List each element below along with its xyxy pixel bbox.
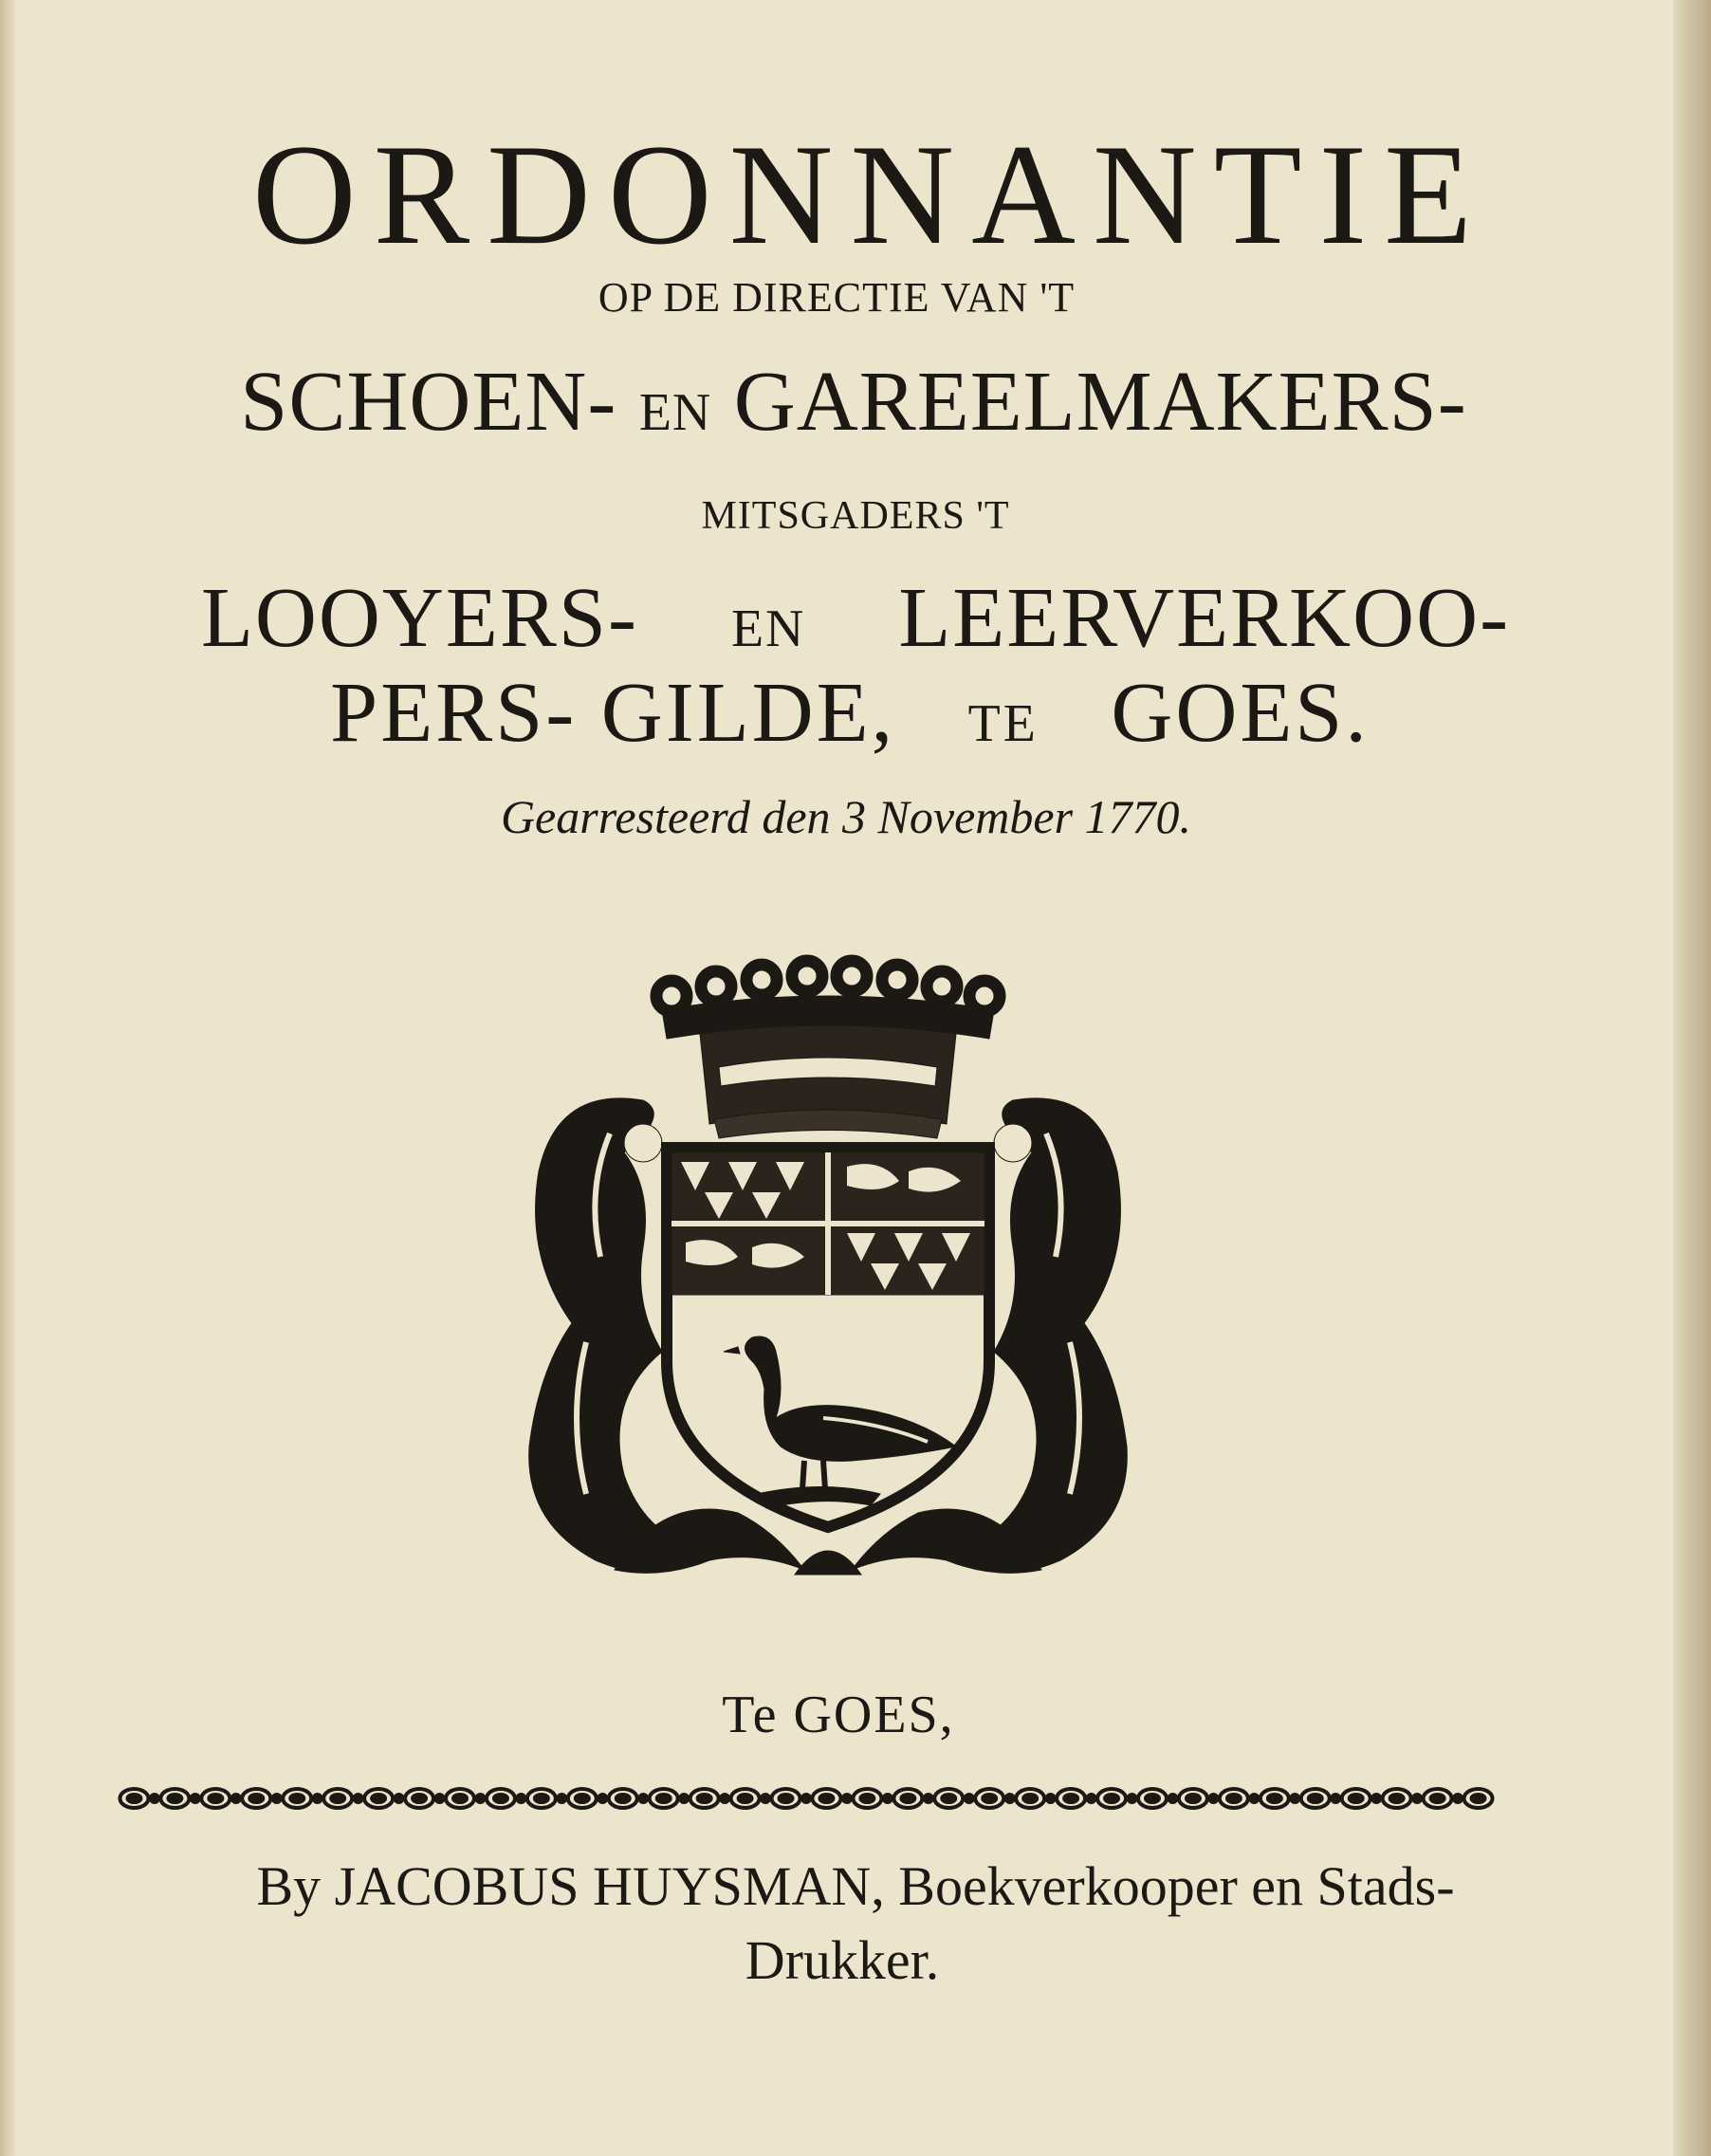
chain-ornament-icon	[114, 1779, 1499, 1817]
date-line: Gearresteerd den 3 November 1770.	[500, 790, 1192, 843]
subtitle-word: LOOYERS-	[200, 571, 638, 665]
subtitle-line-5	[0, 664, 1705, 762]
subtitle-word: PERS-	[330, 666, 578, 760]
page-right-edge	[1673, 0, 1711, 2156]
crown-icon	[651, 955, 1005, 1138]
subtitle-line-3: MITSGADERS 'T	[701, 494, 1010, 538]
subtitle-line-4	[0, 569, 1711, 667]
subtitle-word: EN	[638, 383, 712, 442]
page-left-edge	[0, 0, 17, 2156]
place-line: Te GOES,	[722, 1686, 955, 1744]
subtitle-word: TE	[967, 694, 1039, 753]
printer-line-2: Drukker.	[745, 1929, 940, 1991]
subtitle-line-1: OP DE DIRECTIE VAN 'T	[598, 274, 1076, 321]
shield-icon	[667, 1148, 989, 1527]
subtitle-word: GAREELMAKERS-	[733, 355, 1467, 449]
coat-of-arms-icon	[520, 944, 1136, 1589]
subtitle-word: SCHOEN-	[240, 355, 617, 449]
subtitle-word: GOES.	[1111, 666, 1370, 760]
subtitle-word: LEERVERKOO-	[898, 571, 1511, 665]
printer-line: By JACOBUS HUYSMAN, Boekverkooper en Stads-	[256, 1855, 1455, 1917]
subtitle-word: EN	[730, 599, 806, 658]
page-title: ORDONNANTIE	[251, 115, 1490, 274]
subtitle-line-2	[0, 353, 1709, 451]
subtitle-word: GILDE,	[600, 666, 896, 760]
